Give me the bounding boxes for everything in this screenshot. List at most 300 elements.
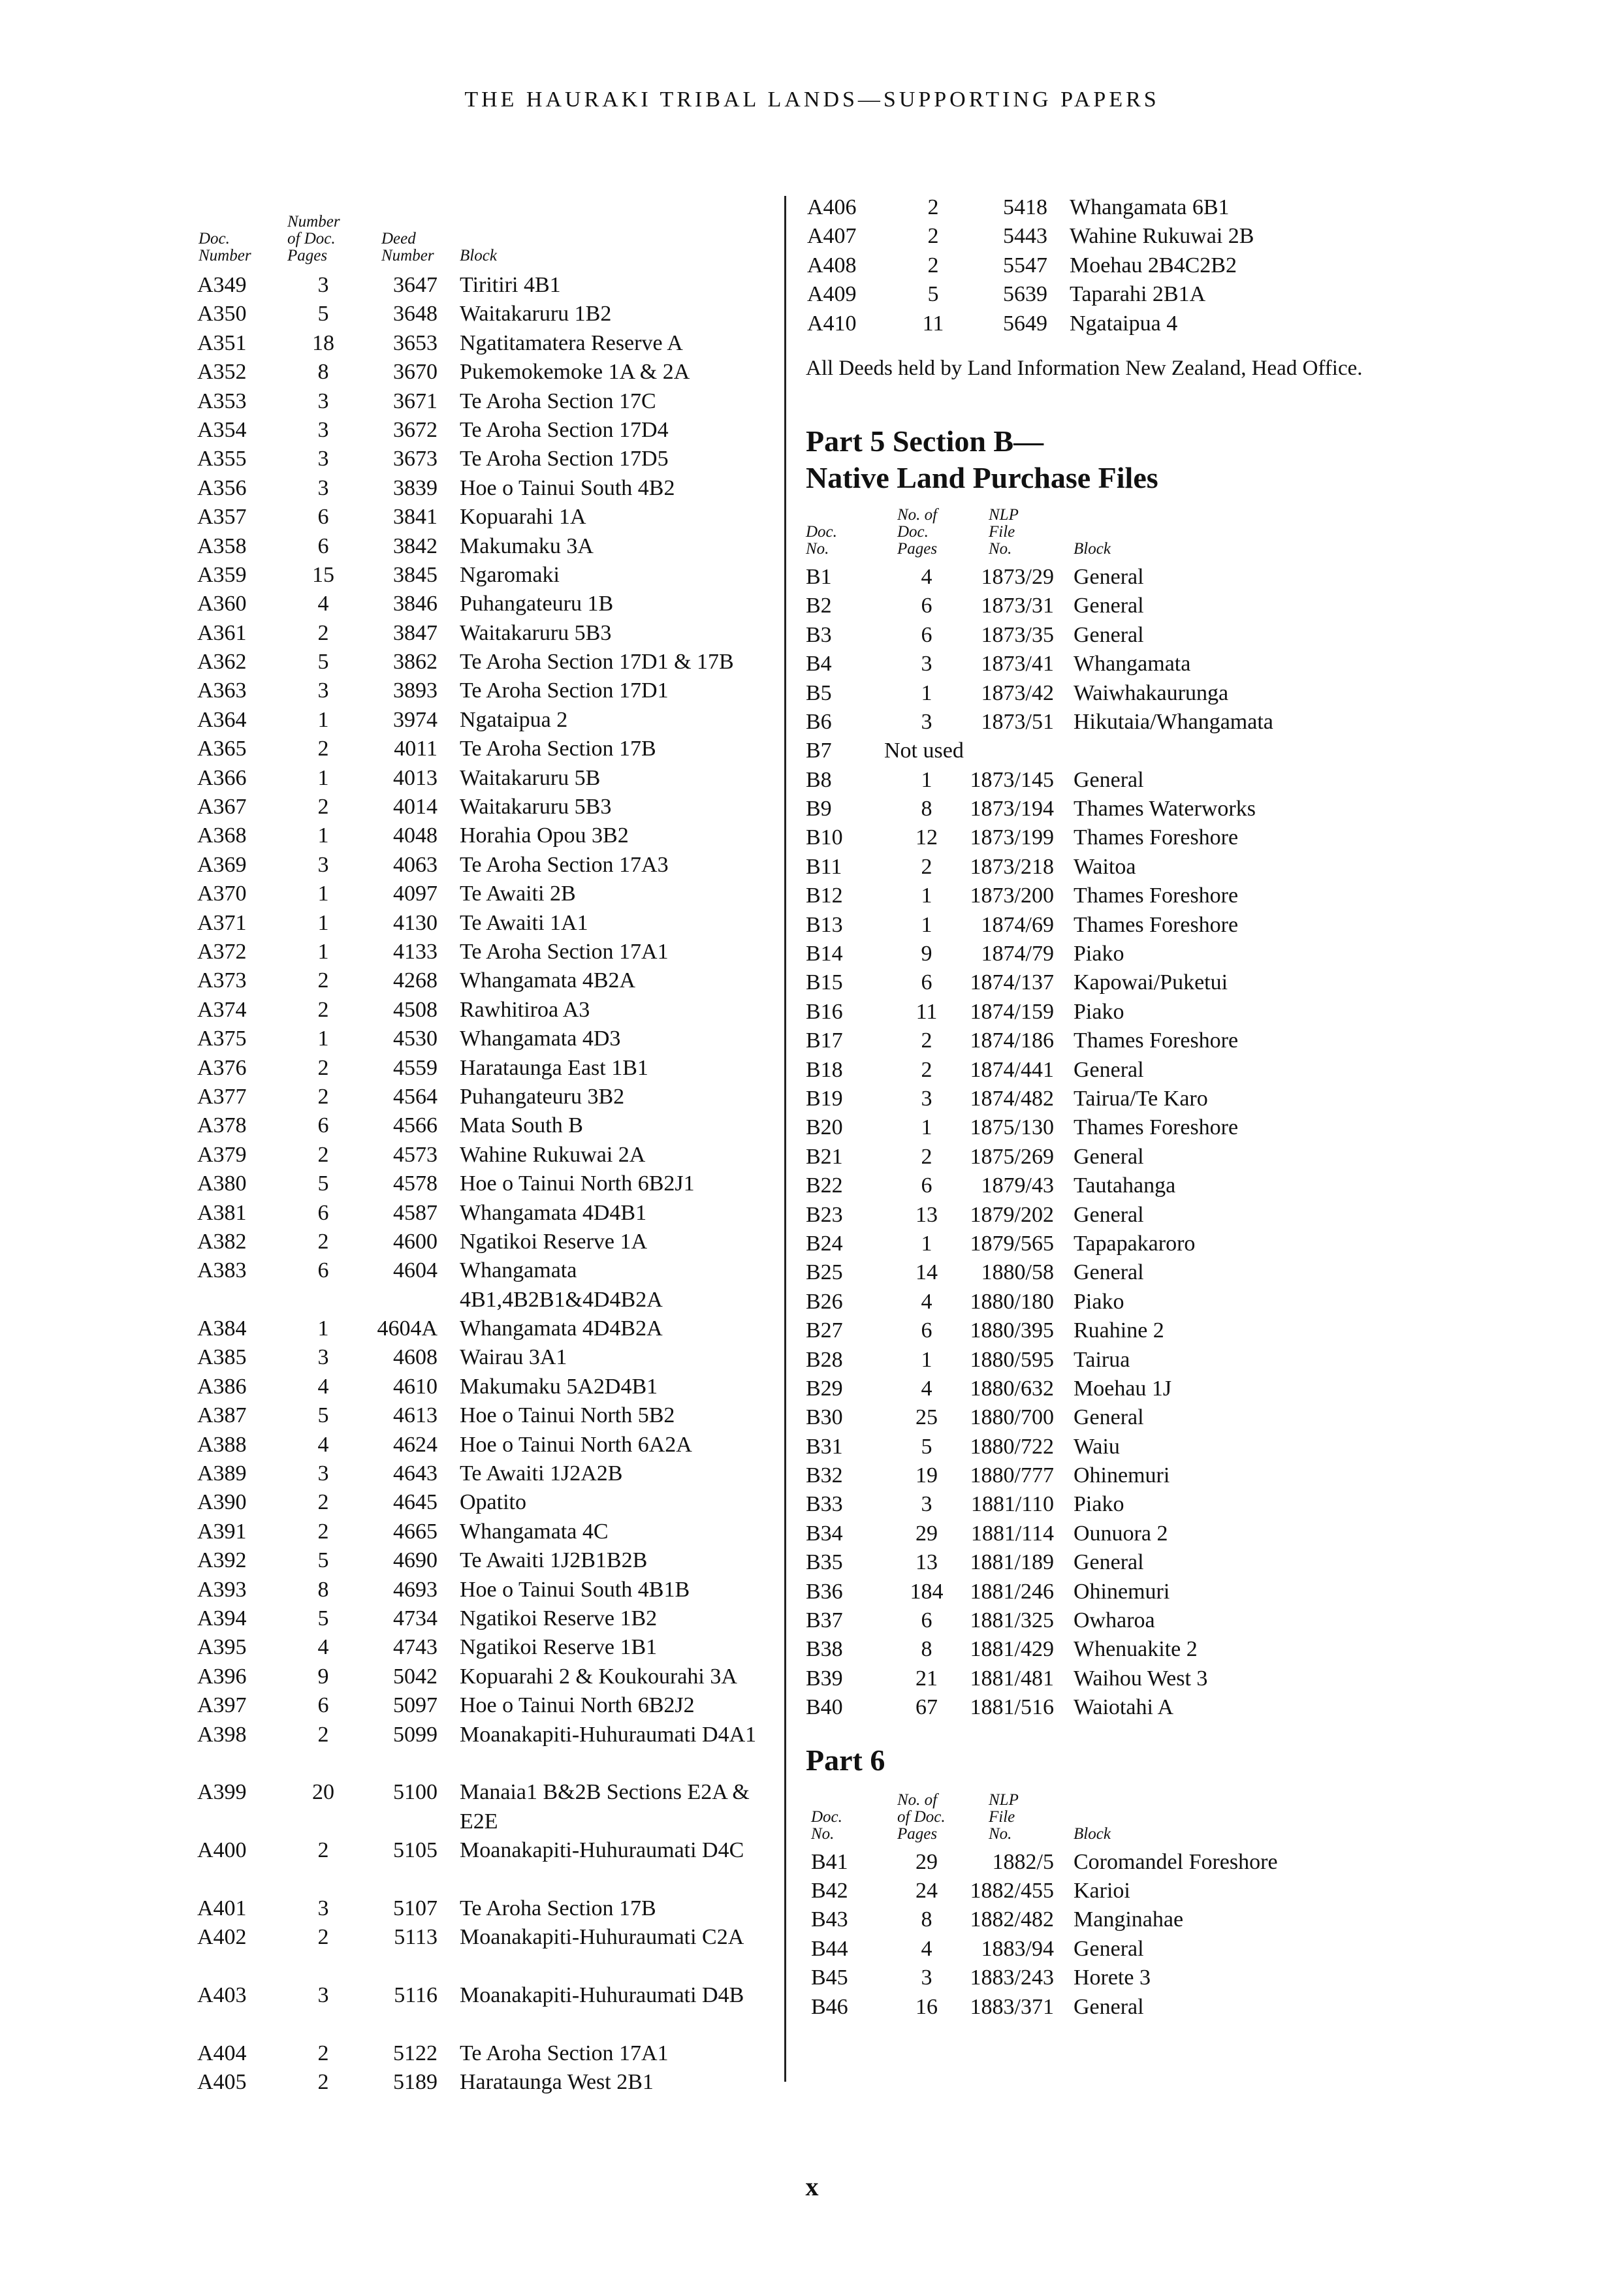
table-row [196, 966, 771, 995]
table-row [196, 1923, 771, 1981]
deed-number: 5649 [1003, 311, 1047, 336]
part5-section [806, 423, 1393, 1723]
doc-number: A367 [197, 795, 247, 820]
deed-number: 3841 [393, 505, 438, 530]
page-count: 1 [317, 765, 329, 790]
page-count: 2 [317, 1084, 329, 1109]
nlp-file-number: 1879/202 [970, 1202, 1054, 1227]
doc-number: A388 [197, 1432, 247, 1457]
block-name: Rawhitiroa A3 [460, 997, 590, 1022]
block-name: General [1074, 594, 1144, 618]
header-nlp-file: NLP File No. [989, 1791, 1019, 1843]
deed-number: 3647 [393, 273, 438, 297]
doc-number: A403 [197, 1983, 247, 2008]
block-name: Ngataipua 4 [1070, 311, 1178, 336]
header-nlp-file: NLP File No. [989, 505, 1019, 558]
doc-number: A382 [197, 1229, 247, 1254]
part6-title: Part 6 [806, 1743, 885, 1777]
page-count: 14 [915, 1260, 938, 1285]
doc-number: A353 [197, 389, 247, 413]
doc-number: B21 [806, 1144, 843, 1169]
table-row [196, 1054, 771, 1083]
nlp-file-number: 1880/632 [970, 1376, 1054, 1401]
page-count: 5 [317, 1606, 329, 1631]
doc-number: B32 [806, 1463, 843, 1488]
page-count: 8 [317, 360, 329, 385]
deed-number: 5107 [393, 1896, 438, 1920]
table-row [196, 271, 771, 300]
table-row [196, 793, 771, 821]
page-count: 6 [921, 594, 932, 618]
page-count: 6 [921, 1608, 932, 1633]
table-row [196, 2039, 771, 2068]
block-name: Whangamata 4D4B2A [460, 1316, 663, 1341]
doc-number: A352 [197, 360, 247, 385]
table-row [196, 1111, 771, 1140]
table-row [806, 882, 1393, 910]
nlp-file-number: 1880/722 [970, 1434, 1054, 1459]
table-row [196, 1170, 771, 1198]
page-count: 8 [921, 1907, 932, 1932]
right-column [806, 193, 1393, 2022]
doc-number: B18 [806, 1057, 843, 1082]
doc-number: A406 [807, 195, 857, 219]
page-count: 8 [921, 1637, 932, 1662]
block-name: Hoe o Tainui North 6B2J1 [460, 1171, 695, 1196]
doc-number: B43 [811, 1907, 848, 1932]
block-name: Moehau 1J [1074, 1376, 1172, 1401]
table-row [196, 996, 771, 1025]
header-block: Block [1074, 1824, 1111, 1843]
table-row [196, 1343, 771, 1372]
nlp-file-number: 1883/371 [970, 1994, 1054, 2019]
deed-number: 4508 [393, 997, 438, 1022]
table-row [196, 1633, 771, 1662]
nlp-file-number: 1874/482 [970, 1086, 1054, 1111]
block-name: Te Aroha Section 17B [460, 737, 656, 761]
table-row [806, 679, 1393, 708]
page-count: 2 [317, 795, 329, 820]
deed-number: 5042 [393, 1664, 438, 1689]
block-name: Te Aroha Section 17A3 [460, 852, 669, 877]
block-name: Waiwhakaurunga [1074, 680, 1229, 705]
block-name: General [1074, 1550, 1144, 1575]
page-count: 1 [921, 883, 932, 908]
table-row [806, 911, 1393, 940]
deed-number: 5639 [1003, 282, 1047, 307]
deed-number: 4013 [393, 765, 438, 790]
nlp-file-number: 1873/200 [970, 883, 1054, 908]
table-row [806, 940, 1393, 968]
block-name: Manginahae [1074, 1907, 1184, 1932]
table-row [806, 737, 1393, 765]
table-row [806, 1606, 1393, 1635]
deed-number: 4011 [394, 737, 438, 761]
doc-number: B9 [806, 797, 832, 821]
nlp-file-number: 1873/194 [970, 797, 1054, 821]
doc-number: A401 [197, 1896, 247, 1920]
table-row [806, 563, 1393, 592]
doc-number: B42 [811, 1878, 848, 1903]
doc-number: B26 [806, 1289, 843, 1314]
nlp-file-number: 1874/69 [981, 912, 1054, 937]
table-row [196, 1894, 771, 1923]
doc-number: A402 [197, 1925, 247, 1950]
nlp-file-number: 1881/246 [970, 1579, 1054, 1604]
doc-number: A374 [197, 997, 247, 1022]
block-name: Te Aroha Section 17D4 [460, 417, 669, 442]
deed-number: 4048 [393, 823, 438, 848]
block-name: Whangamata 4B1,4B2B1&4D4B2A [460, 1258, 663, 1312]
deed-number: 4645 [393, 1490, 438, 1515]
header-doc-number: Doc. Number [199, 230, 251, 264]
table-row [806, 1027, 1393, 1055]
block-name: Manaia1 B&2B Sections E2A & E2E [460, 1780, 750, 1834]
page-count: 2 [921, 854, 932, 879]
doc-number: A397 [197, 1693, 247, 1718]
deed-number: 4133 [393, 939, 438, 964]
page-count: 3 [317, 389, 329, 413]
doc-number: B8 [806, 767, 832, 792]
deed-number: 4578 [393, 1171, 438, 1196]
doc-number: A404 [197, 2041, 247, 2065]
table-row [806, 193, 1393, 222]
doc-number: A373 [197, 968, 247, 993]
table-row [196, 1459, 771, 1488]
block-name: Te Awaiti 1J2B1B2B [460, 1548, 648, 1573]
table-row [806, 1085, 1393, 1113]
page-count: 1 [921, 1347, 932, 1372]
deed-number: 4063 [393, 852, 438, 877]
doc-number: A396 [197, 1664, 247, 1689]
table-row [196, 1604, 771, 1633]
deed-number: 4014 [393, 795, 438, 820]
table-row [196, 387, 771, 416]
part5-title: Part 5 Section B— [806, 424, 1044, 458]
table-row [196, 561, 771, 590]
block-name: Te Aroha Section 17A1 [460, 939, 669, 964]
block-name: Tairua [1074, 1347, 1130, 1372]
nlp-file-number: 1880/395 [970, 1318, 1054, 1343]
page-count: 21 [915, 1666, 938, 1691]
page-count: 5 [317, 1403, 329, 1428]
doc-number: A379 [197, 1142, 247, 1167]
nlp-file-number: 1881/325 [970, 1608, 1054, 1633]
nlp-file-number: 1881/429 [970, 1637, 1054, 1662]
block-name: Puhangateuru 3B2 [460, 1084, 625, 1109]
deed-number: 3653 [393, 330, 438, 355]
nlp-file-number: 1873/31 [981, 594, 1054, 618]
page-count: 2 [317, 620, 329, 645]
page-count: 6 [921, 970, 932, 995]
doc-number: A369 [197, 852, 247, 877]
table-row [196, 676, 771, 705]
page-count: 2 [317, 1229, 329, 1254]
block-name: Piako [1074, 999, 1124, 1024]
doc-number: A362 [197, 650, 247, 675]
table-row [196, 2068, 771, 2097]
doc-number: A350 [197, 302, 247, 326]
block-name: General [1074, 1260, 1144, 1285]
block-name: Owharoa [1074, 1608, 1155, 1633]
table-row [196, 938, 771, 966]
nlp-file-number: 1882/482 [970, 1907, 1054, 1932]
table-row [196, 1314, 771, 1343]
nlp-file-number: 1874/137 [970, 970, 1054, 995]
table-row [806, 1635, 1393, 1664]
page-count: 2 [921, 1028, 932, 1053]
block-name: Makumaku 3A [460, 533, 594, 558]
nlp-file-number: 1874/79 [981, 942, 1054, 966]
table-row [196, 706, 771, 735]
block-name: General [1074, 1994, 1144, 2019]
part5-rows [806, 563, 1393, 1723]
doc-number: B28 [806, 1347, 843, 1372]
table-row [196, 851, 771, 880]
doc-number: A391 [197, 1519, 247, 1544]
header-pages: Number of Doc. Pages [287, 213, 340, 264]
page-count: 3 [317, 1896, 329, 1920]
part4-rows-right [806, 193, 1393, 338]
deed-number: 3839 [393, 475, 438, 500]
nlp-file-number: 1881/110 [970, 1492, 1054, 1517]
table-row [196, 474, 771, 503]
block-name: General [1074, 622, 1144, 647]
page-number: x [805, 2172, 819, 2201]
block-name: Puhangateuru 1B [460, 592, 614, 616]
doc-number: B12 [806, 883, 843, 908]
deed-number: 4268 [393, 968, 438, 993]
page-count: 3 [317, 1345, 329, 1370]
deed-number: 5105 [393, 1838, 438, 1863]
page-count: 3 [317, 475, 329, 500]
page-count: 18 [312, 330, 334, 355]
page-count: 1 [317, 939, 329, 964]
deed-number: 3672 [393, 417, 438, 442]
block-name: Tairua/Te Karo [1074, 1086, 1208, 1111]
page-count: 184 [910, 1579, 944, 1604]
deed-number: 4643 [393, 1461, 438, 1486]
nlp-file-number: 1879/43 [981, 1173, 1054, 1198]
table-row [196, 764, 771, 793]
block-name: Waitakaruru 1B2 [460, 302, 612, 326]
table-row [806, 1461, 1393, 1490]
header-doc-no: Doc. No. [811, 1807, 842, 1843]
block-name: Thames Foreshore [1074, 883, 1239, 908]
table-row [806, 1346, 1393, 1375]
table-row [196, 1431, 771, 1459]
table-row [196, 1721, 771, 1779]
table-row [196, 1546, 771, 1575]
deed-number: 4604A [377, 1316, 438, 1341]
nlp-file-number: 1881/516 [970, 1695, 1054, 1720]
page-count: 6 [317, 505, 329, 530]
page-count: 2 [921, 1144, 932, 1169]
table-row [806, 1905, 1393, 1934]
page-count: 4 [317, 1635, 329, 1660]
block-name: Waiotahi A [1074, 1695, 1174, 1720]
doc-number: B23 [806, 1202, 843, 1227]
page-count: 19 [915, 1463, 938, 1488]
table-row [806, 1693, 1393, 1722]
deed-number: 4604 [393, 1258, 438, 1283]
page-count: 6 [317, 1113, 329, 1138]
page-count: 9 [921, 942, 932, 966]
table-row [196, 1373, 771, 1401]
block-name: Piako [1074, 942, 1124, 966]
doc-number: A359 [197, 562, 247, 587]
page-count: 2 [317, 1838, 329, 1863]
nlp-file-number: 1873/218 [970, 854, 1054, 879]
doc-number: B36 [806, 1579, 843, 1604]
block-name: Ngatikoi Reserve 1B1 [460, 1635, 658, 1660]
block-name: Kopuarahi 2 & Koukourahi 3A [460, 1664, 737, 1689]
doc-number: A375 [197, 1027, 247, 1051]
block-name: Ounuora 2 [1074, 1521, 1168, 1546]
doc-number: A400 [197, 1838, 247, 1863]
table-row [806, 1316, 1393, 1345]
page-count: 8 [921, 797, 932, 821]
table-row [806, 310, 1393, 338]
block-name: Waitakaruru 5B3 [460, 795, 612, 820]
page-count: 6 [317, 1258, 329, 1283]
page-count: 3 [921, 1966, 932, 1990]
table-row [806, 1578, 1393, 1606]
header-block: Block [1074, 539, 1111, 558]
doc-number: B20 [806, 1115, 843, 1140]
page-count: 4 [921, 1376, 932, 1401]
block-name: Thames Foreshore [1074, 1028, 1239, 1053]
block-name: Thames Foreshore [1074, 825, 1239, 850]
nlp-file-number: 1873/35 [981, 622, 1054, 647]
header-no-of-pages: No. of of Doc. Pages [897, 1791, 946, 1843]
doc-number: B2 [806, 594, 832, 618]
header-block: Block [460, 247, 497, 264]
block-name: Piako [1074, 1492, 1124, 1517]
doc-number: B6 [806, 709, 832, 734]
table-row [196, 1141, 771, 1170]
deed-number: 4600 [393, 1229, 438, 1254]
header-no-of-pages: No. of Doc. Pages [897, 505, 938, 558]
block-name: Opatito [460, 1490, 526, 1515]
page-count: 25 [915, 1405, 938, 1430]
deed-number: 5547 [1003, 253, 1047, 278]
page-count: 29 [915, 1849, 938, 1874]
doc-number: B4 [806, 652, 832, 676]
doc-number: A385 [197, 1345, 247, 1370]
doc-number: A363 [197, 678, 247, 703]
nlp-file-number: 1883/243 [970, 1966, 1054, 1990]
page-count: 2 [317, 997, 329, 1022]
deed-number: 5189 [393, 2070, 438, 2095]
deed-number: 5116 [394, 1983, 438, 2008]
table-row [196, 1228, 771, 1256]
page-count: 2 [927, 224, 939, 249]
doc-number: A372 [197, 939, 247, 964]
table-row [196, 300, 771, 328]
table-row [196, 1199, 771, 1228]
running-head: THE HAURAKI TRIBAL LANDS—SUPPORTING PAPERS [464, 88, 1160, 112]
deed-number: 5113 [394, 1925, 438, 1950]
page-count: 4 [921, 1289, 932, 1314]
doc-number: A408 [807, 253, 857, 278]
deed-number: 4665 [393, 1519, 438, 1544]
block-name: Te Aroha Section 17B [460, 1896, 656, 1920]
doc-number: A357 [197, 505, 247, 530]
deed-number: 3845 [393, 562, 438, 587]
block-name: Hoe o Tainui South 4B1B [460, 1577, 690, 1602]
table-row [806, 1848, 1393, 1877]
page-count: 1 [317, 707, 329, 732]
table-row [196, 1576, 771, 1604]
table-row [806, 1201, 1393, 1230]
block-name: Kapowai/Puketui [1074, 970, 1228, 995]
doc-number: A381 [197, 1200, 247, 1225]
page-count: 13 [915, 1550, 938, 1575]
doc-number: A390 [197, 1490, 247, 1515]
doc-number: B44 [811, 1936, 848, 1961]
nlp-file-number: 1873/41 [981, 652, 1054, 676]
nlp-file-number: 1873/145 [970, 767, 1054, 792]
table-row [806, 251, 1393, 280]
table-row [806, 766, 1393, 795]
doc-number: B17 [806, 1028, 843, 1053]
page-count: 2 [317, 2070, 329, 2095]
page-count: 2 [317, 2041, 329, 2065]
doc-number: B27 [806, 1318, 843, 1343]
doc-number: B5 [806, 680, 832, 705]
page-count: 5 [317, 1171, 329, 1196]
block-name: Makumaku 5A2D4B1 [460, 1374, 658, 1399]
table-row [806, 968, 1393, 997]
table-row [806, 823, 1393, 852]
table-row [196, 1981, 771, 2039]
block-name: Moehau 2B4C2B2 [1070, 253, 1237, 278]
table-row [196, 1778, 771, 1836]
block-name: Kopuarahi 1A [460, 505, 586, 530]
deed-number: 3670 [393, 360, 438, 385]
nlp-file-number: 1880/700 [970, 1405, 1054, 1430]
block-name: Te Aroha Section 17A1 [460, 2041, 669, 2065]
doc-number: B24 [806, 1231, 843, 1256]
nlp-file-number: 1873/51 [981, 709, 1054, 734]
table-row [196, 532, 771, 561]
doc-number: A392 [197, 1548, 247, 1573]
page-count: 20 [312, 1780, 334, 1805]
table-row [806, 1935, 1393, 1964]
block-name: Te Aroha Section 17C [460, 389, 656, 413]
table-row [806, 222, 1393, 251]
deed-number: 3648 [393, 302, 438, 326]
table-row [196, 416, 771, 445]
deed-number: 3842 [393, 533, 438, 558]
deed-number: 5122 [393, 2041, 438, 2065]
table-row [806, 853, 1393, 882]
nlp-file-number: 1882/5 [992, 1849, 1054, 1874]
block-name: General [1074, 1202, 1144, 1227]
doc-number: A371 [197, 910, 247, 935]
table-row [196, 1836, 771, 1894]
table-row [196, 821, 771, 850]
table-row [196, 590, 771, 618]
table-row [196, 619, 771, 648]
nlp-file-number: 1881/114 [970, 1521, 1054, 1546]
table-row [806, 1056, 1393, 1085]
nlp-file-number: 1883/94 [981, 1936, 1054, 1961]
block-name: Ngatitamatera Reserve A [460, 330, 683, 355]
table-row [196, 1083, 771, 1111]
doc-number: B3 [806, 622, 832, 647]
